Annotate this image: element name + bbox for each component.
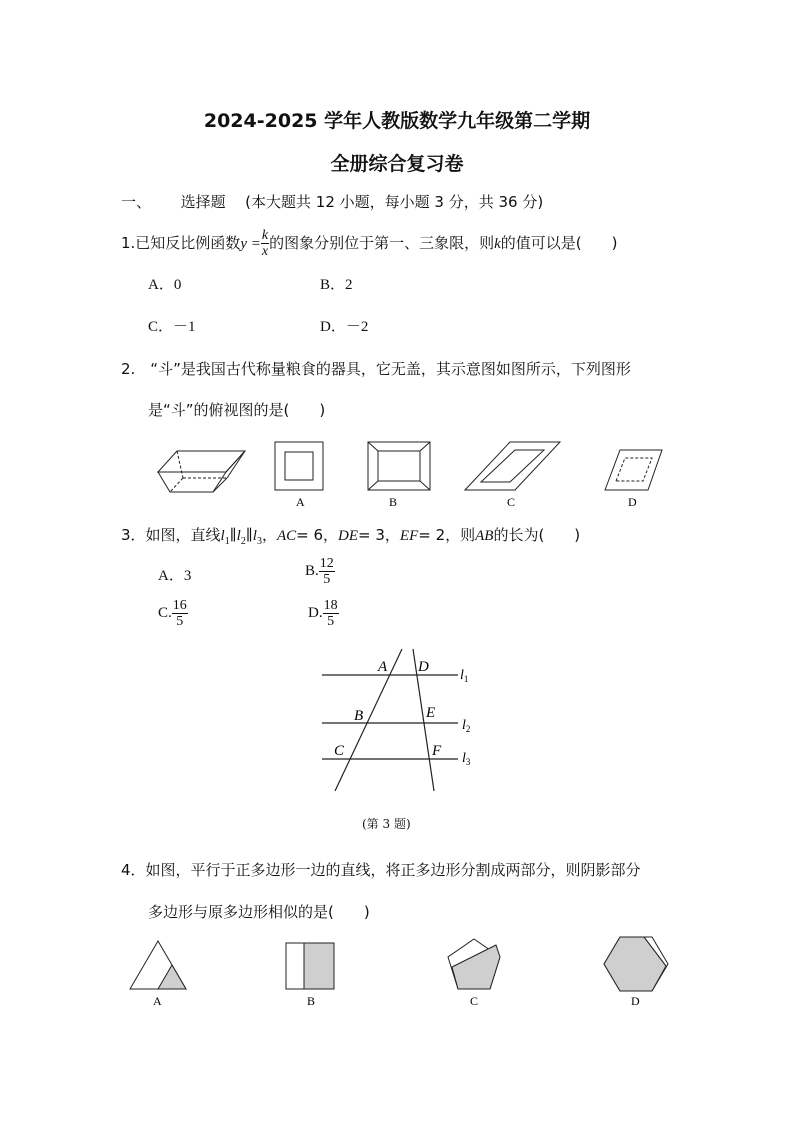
q3-option-c[interactable]: C. $\frac{16}{5}$	[158, 598, 187, 629]
point-e: E	[426, 705, 436, 721]
q1-fraction: $\frac{k}{x}$	[261, 228, 269, 259]
q3-caption: (第 3 题)	[362, 817, 411, 831]
q1-option-a[interactable]: A．0	[148, 277, 182, 293]
q1-option-b[interactable]: B．2	[320, 277, 353, 293]
question-2-line1: 2. “斗”是我国古代称量粮食的器具，它无盖，其示意图如图所示，下列图形	[121, 360, 631, 378]
q1-function-lhs: y =	[240, 236, 261, 252]
q2-option-a-figure[interactable]	[275, 442, 323, 490]
q2-label-d: D	[628, 495, 637, 509]
q2-label-c: C	[507, 495, 516, 509]
q1-option-c[interactable]: C．－1	[148, 319, 196, 335]
question-4-line1: 4．如图，平行于正多边形一边的直线，将正多边形分割成两部分，则阴影部分	[121, 861, 641, 879]
section-name: 选择题	[180, 193, 226, 211]
section-number: 一、	[121, 193, 152, 211]
question-1-stem	[121, 228, 617, 259]
q3-option-a[interactable]: A．3	[158, 568, 192, 584]
q4-label-a: A	[153, 994, 162, 1008]
q1-var: k	[494, 236, 501, 252]
q4-label-c: C	[470, 994, 479, 1008]
q4-option-b-figure[interactable]	[286, 943, 334, 989]
q2-option-d-figure[interactable]	[605, 450, 662, 490]
q4-option-a-figure[interactable]	[130, 941, 186, 989]
question-4-line2: 多边形与原多边形相似的是( )	[148, 903, 370, 921]
page-title: 2024-2025 学年人教版数学九年级第二学期	[203, 110, 591, 132]
dou-figure	[158, 451, 245, 492]
q2-label-b: B	[389, 495, 398, 509]
label-l2: $l_2$	[462, 718, 471, 734]
point-b: B	[354, 708, 364, 724]
q4-figures	[120, 933, 690, 1011]
q4-label-d: D	[631, 994, 640, 1008]
point-f: F	[432, 743, 442, 759]
q1-prefix: 1.已知反比例函数	[121, 234, 241, 252]
label-l3: $l_3$	[462, 751, 471, 767]
q1-middle: 的图象分别位于第一、三象限，则	[269, 234, 495, 252]
q2-option-c-figure[interactable]	[465, 442, 560, 490]
q4-option-d-figure[interactable]	[604, 937, 668, 991]
point-a: A	[378, 659, 388, 675]
q4-label-b: B	[307, 994, 316, 1008]
section-heading	[121, 192, 543, 212]
question-2-line2: 是“斗”的俯视图的是( )	[148, 401, 326, 419]
page-subtitle: 全册综合复习卷	[330, 153, 464, 175]
q3-option-d[interactable]: D. $\frac{18}{5}$	[308, 598, 338, 629]
q2-option-b-figure[interactable]	[368, 442, 430, 490]
q2-figures	[140, 432, 680, 512]
q3-option-b[interactable]: B. $\frac{12}{5}$	[305, 556, 334, 587]
q1-option-d[interactable]: D．－2	[320, 319, 369, 335]
q4-option-c-figure[interactable]	[448, 939, 500, 989]
label-l1: $l_1$	[460, 668, 469, 684]
point-c: C	[334, 743, 345, 759]
q3-figure	[310, 645, 490, 800]
point-d: D	[418, 659, 429, 675]
section-note: (本大题共 12 小题，每小题 3 分，共 36 分)	[245, 193, 544, 211]
question-3-stem: 3．如图，直线$l_1\parallel l_2\parallel l_3$，AC= 6，DE= 3，EF= 2，则AB的长为( )	[121, 526, 581, 547]
q2-label-a: A	[296, 495, 305, 509]
transversal-ac	[335, 649, 402, 791]
q1-suffix: 的值可以是( )	[500, 234, 618, 252]
